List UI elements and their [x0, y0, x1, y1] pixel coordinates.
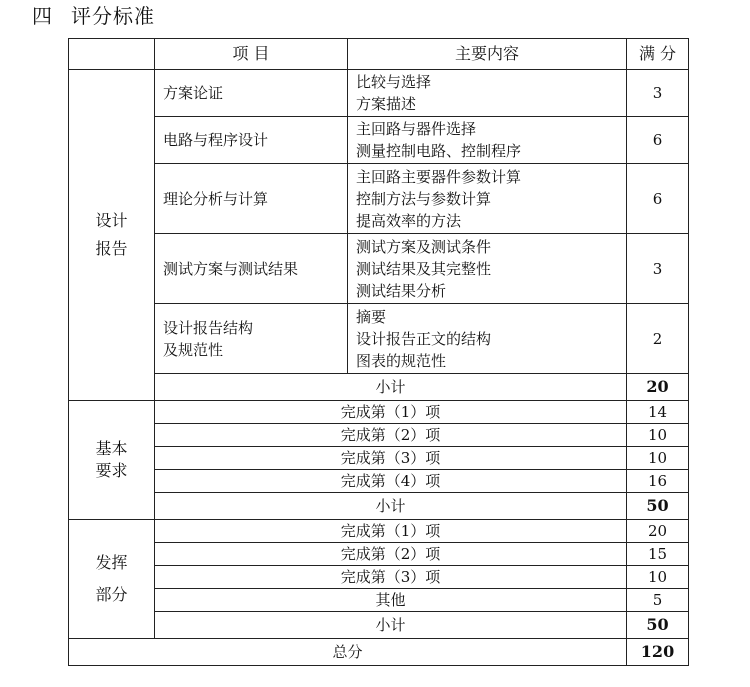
content-cell [348, 117, 627, 164]
score-cell: 2 [627, 304, 689, 374]
table-row [69, 164, 689, 234]
subtotal-row [69, 493, 689, 520]
section-title: 评分标准 [71, 4, 155, 28]
score-cell: 20 [627, 520, 689, 543]
content-cell [348, 164, 627, 234]
score-cell: 6 [627, 164, 689, 234]
subtotal-score: 20 [627, 374, 689, 401]
score-cell: 16 [627, 470, 689, 493]
total-label: 总分 [69, 639, 627, 666]
content-cell [348, 70, 627, 117]
task-label: 完成第（3）项 [155, 566, 627, 589]
content-line: 主回路主要器件参数计算 [356, 167, 522, 186]
content-cell [348, 304, 627, 374]
table-row [69, 424, 689, 447]
subtotal-score: 50 [627, 612, 689, 639]
group-label-line: 发挥 [95, 553, 128, 572]
content-line: 比较与选择 [356, 73, 432, 91]
score-cell: 3 [627, 234, 689, 304]
item-text: 电路与程序设计 [163, 131, 269, 149]
group-label-line: 部分 [95, 585, 128, 604]
score-cell: 6 [627, 117, 689, 164]
item-text: 测试方案与测试结果 [163, 259, 299, 278]
content-line: 提高效率的方法 [356, 211, 462, 230]
subtotal-label: 小计 [155, 374, 627, 401]
table-row [69, 401, 689, 424]
item-cell [155, 234, 348, 304]
table-header-row [69, 39, 689, 70]
score-cell: 5 [627, 589, 689, 612]
group-label-extension [69, 520, 155, 639]
group-label-basic [69, 401, 155, 520]
score-cell: 14 [627, 401, 689, 424]
scoring-table [68, 38, 689, 666]
item-text: 理论分析与计算 [163, 189, 269, 208]
total-score: 120 [627, 639, 689, 666]
content-line: 图表的规范性 [356, 351, 447, 370]
subtotal-label: 小计 [155, 493, 627, 520]
table-row [69, 304, 689, 374]
group-label-line: 设计 [95, 211, 128, 230]
table-row [69, 117, 689, 164]
item-cell [155, 164, 348, 234]
table-row [69, 447, 689, 470]
item-cell [155, 304, 348, 374]
score-cell: 3 [627, 70, 689, 117]
group-label-line: 基本 [95, 439, 128, 458]
score-cell: 10 [627, 447, 689, 470]
content-cell [348, 234, 627, 304]
score-cell: 10 [627, 566, 689, 589]
content-line: 测试方案及测试条件 [356, 237, 492, 256]
table-row [69, 543, 689, 566]
section-heading [32, 4, 155, 28]
header-corner-cell [69, 39, 155, 70]
group-label-design-report [69, 70, 155, 401]
header-item: 项 目 [155, 39, 348, 70]
subtotal-row [69, 374, 689, 401]
total-row [69, 639, 689, 666]
header-score: 满 分 [627, 39, 689, 70]
task-label: 完成第（2）项 [155, 424, 627, 447]
subtotal-score: 50 [627, 493, 689, 520]
item-cell [155, 70, 348, 117]
subtotal-label: 小计 [155, 612, 627, 639]
table-row [69, 234, 689, 304]
task-label: 完成第（2）项 [155, 543, 627, 566]
content-line: 主回路与器件选择 [356, 120, 477, 138]
content-line: 设计报告正文的结构 [356, 329, 492, 348]
group-label-line: 要求 [95, 461, 128, 480]
section-number: 四 [32, 4, 53, 28]
content-line: 测试结果及其完整性 [356, 259, 492, 278]
table-row [69, 566, 689, 589]
task-label: 完成第（3）项 [155, 447, 627, 470]
task-label: 完成第（4）项 [155, 470, 627, 493]
header-content: 主要内容 [348, 39, 627, 70]
table-row [69, 470, 689, 493]
task-label: 完成第（1）项 [155, 520, 627, 543]
item-text: 方案论证 [163, 84, 224, 102]
content-line: 测试结果分析 [356, 281, 447, 300]
subtotal-row [69, 612, 689, 639]
task-label: 其他 [155, 589, 627, 612]
item-text: 及规范性 [163, 340, 224, 359]
content-line: 方案描述 [356, 95, 417, 113]
item-cell [155, 117, 348, 164]
score-cell: 15 [627, 543, 689, 566]
score-cell: 10 [627, 424, 689, 447]
table-row [69, 70, 689, 117]
table-row [69, 589, 689, 612]
item-text: 设计报告结构 [163, 318, 254, 337]
content-line: 摘要 [356, 307, 387, 326]
group-label-line: 报告 [95, 239, 128, 258]
content-line: 测量控制电路、控制程序 [356, 142, 522, 160]
task-label: 完成第（1）项 [155, 401, 627, 424]
content-line: 控制方法与参数计算 [356, 189, 492, 208]
table-row [69, 520, 689, 543]
